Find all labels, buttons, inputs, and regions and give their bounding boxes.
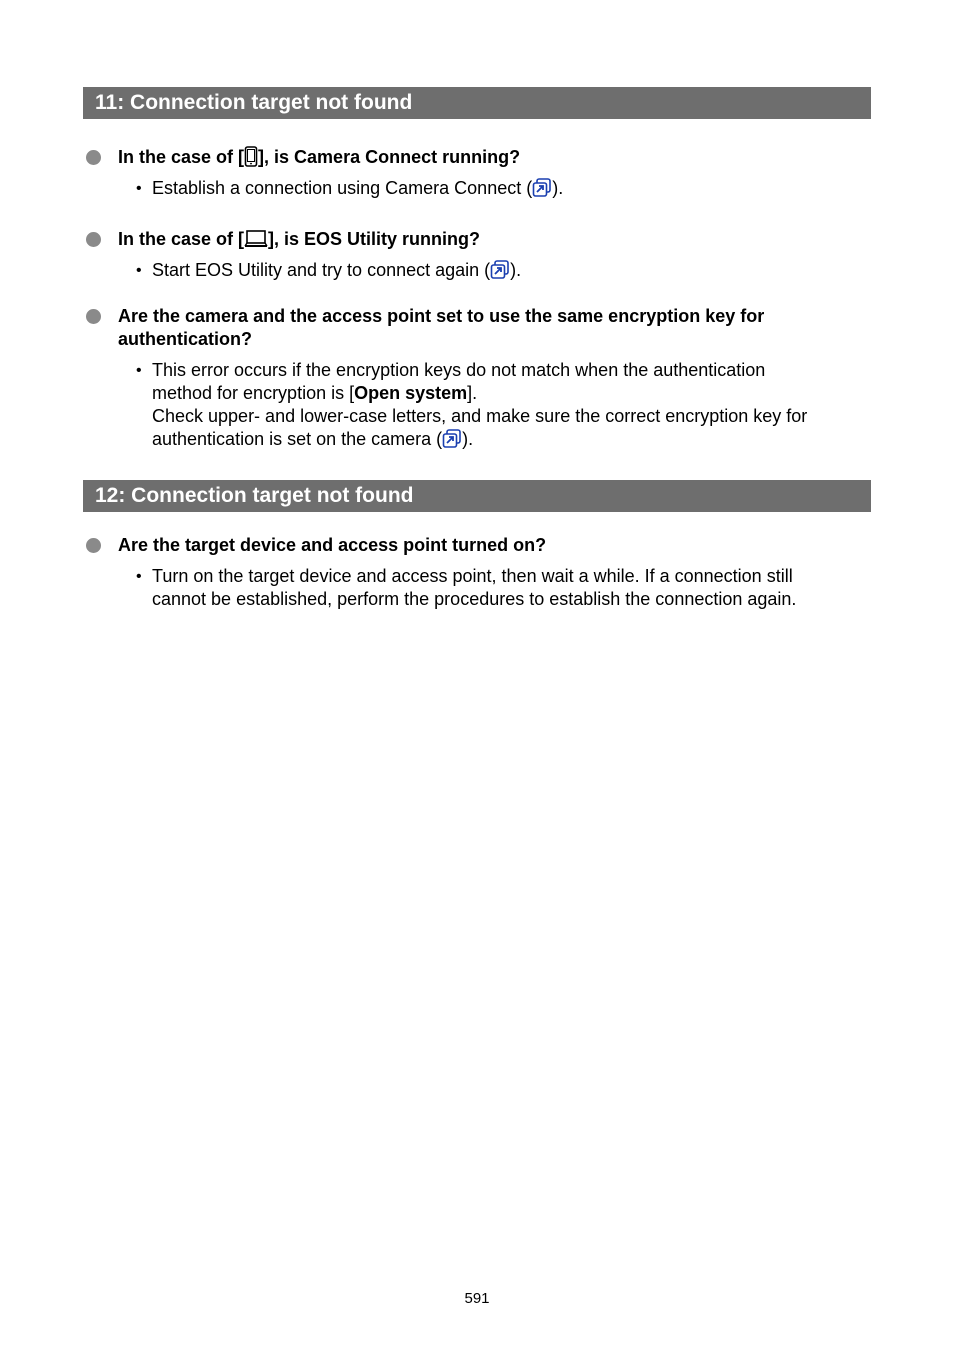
- answer-line-1: This error occurs if the encryption keys do not match when the authentication: [152, 360, 766, 380]
- open-system-setting: Open system: [354, 383, 468, 403]
- page-link-icon[interactable]: [490, 260, 510, 280]
- question-text-pre: In the case of [: [118, 229, 245, 249]
- answer-camera-connect: [152, 177, 862, 200]
- answer-line-2-pre: method for encryption is [: [152, 383, 355, 403]
- computer-icon: [244, 229, 268, 255]
- answer-line-2-post: ].: [467, 383, 478, 403]
- answer-target-device: [152, 565, 862, 611]
- answer-bullet: •: [136, 262, 142, 279]
- answer-bullet: •: [136, 568, 142, 585]
- answer-text-post: ).: [552, 178, 564, 198]
- question-target-device: Are the target device and access point turned on?: [118, 535, 547, 555]
- question-eos-utility: [118, 228, 838, 255]
- question-text-pre: In the case of [: [118, 147, 245, 167]
- question-bullet: [86, 232, 101, 247]
- smartphone-icon: [244, 146, 258, 173]
- question-text-post: ], is EOS Utility running?: [268, 229, 481, 249]
- answer-line-4-pre: authentication is set on the camera (: [152, 429, 443, 449]
- question-bullet: [86, 309, 101, 324]
- answer-text-post: ).: [510, 260, 522, 280]
- question-text-post: ], is Camera Connect running?: [258, 147, 521, 167]
- page-link-icon[interactable]: [532, 178, 552, 198]
- answer-line-3: Check upper- and lower-case letters, and make sure the correct encryption key for: [152, 406, 808, 426]
- answer-line-4-post: ).: [462, 429, 474, 449]
- section-12-title: 12: Connection target not found: [83, 480, 871, 512]
- question-line-2: authentication?: [118, 329, 252, 349]
- question-encryption-key: [118, 305, 838, 351]
- answer-line-2: [152, 382, 862, 405]
- page-link-icon[interactable]: [442, 429, 462, 449]
- answer-line-2: cannot be established, perform the procedures to establish the connection again.: [152, 589, 797, 609]
- question-camera-connect: [118, 146, 838, 173]
- page-number: 591: [464, 1290, 490, 1307]
- answer-bullet: •: [136, 362, 142, 379]
- question-bullet: [86, 150, 101, 165]
- answer-encryption-key: [152, 359, 862, 451]
- answer-text-pre: Start EOS Utility and try to connect again (: [152, 260, 491, 280]
- question-bullet: [86, 538, 101, 553]
- answer-eos-utility: [152, 259, 862, 282]
- answer-bullet: •: [136, 180, 142, 197]
- answer-text-pre: Establish a connection using Camera Connect (: [152, 178, 533, 198]
- section-11-title: 11: Connection target not found: [83, 87, 871, 119]
- question-line-1: Are the camera and the access point set to use the same encryption key for: [118, 306, 765, 326]
- answer-line-4: [152, 428, 862, 451]
- answer-line-1: Turn on the target device and access point, then wait a while. If a connection still: [152, 566, 793, 586]
